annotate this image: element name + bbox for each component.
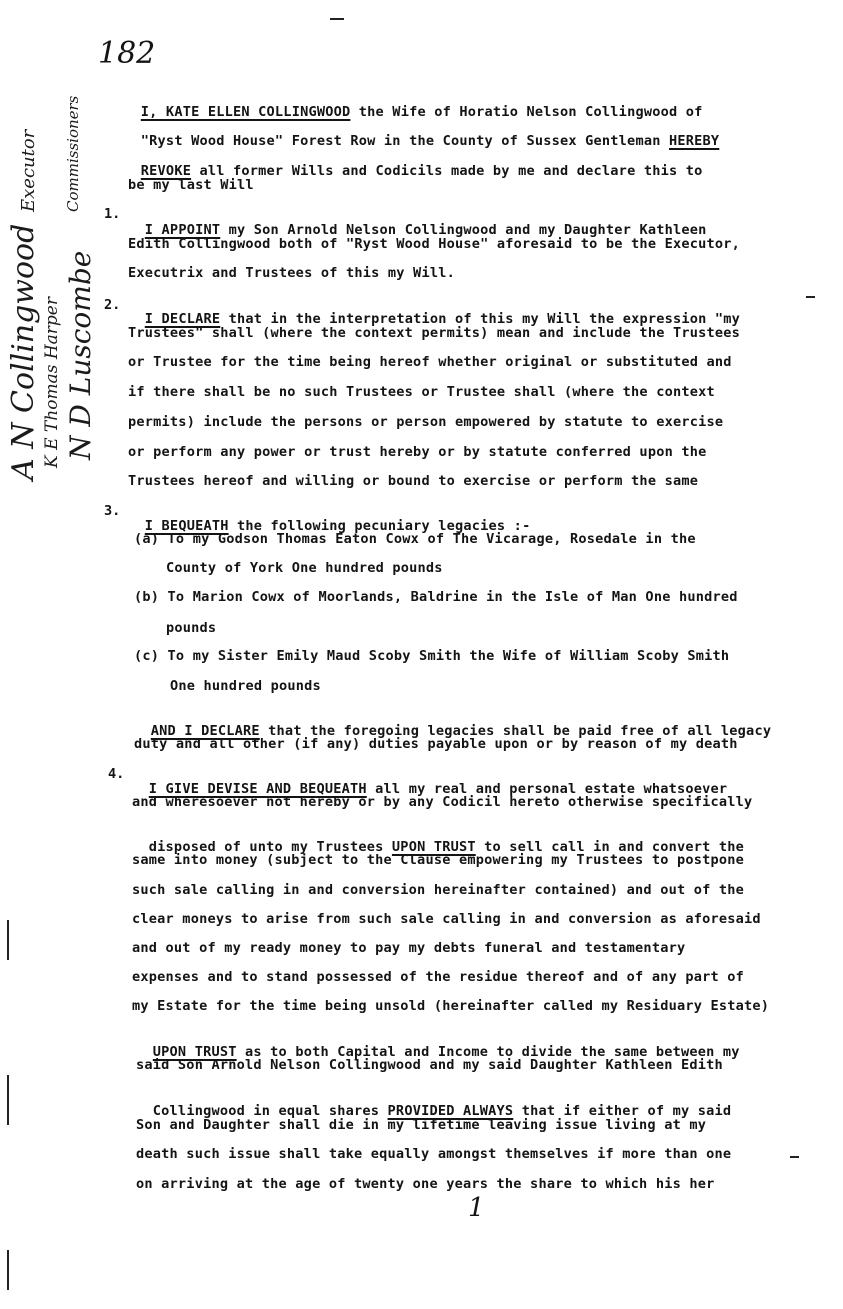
binding-mark (7, 1075, 9, 1125)
keyword-upon-trust: UPON TRUST (152, 1044, 237, 1060)
clause-number: 4. (108, 766, 125, 782)
clause-line: duty and all other (if any) duties payable upon or by reason of my death (134, 736, 738, 752)
clause-line (136, 1028, 740, 1060)
text-run: the Wife of Horatio Nelson Collingwood of (350, 104, 703, 120)
clause-line: Trustees hereof and willing or bound to exercise or perform the same (128, 473, 699, 489)
binding-mark (7, 920, 9, 960)
text-run: all my real and personal estate whatsoever (366, 781, 728, 797)
text-run: my Son Arnold Nelson Collingwood and my Daughter Kathleen (220, 222, 707, 238)
clause-line: such sale calling in and conversion hereinafter contained) and out of the (132, 882, 745, 898)
margin-signature-collingwood: A N Collingwood (6, 223, 41, 480)
clause-number: 3. (104, 503, 121, 519)
preamble-line: be my last Will (128, 177, 254, 193)
margin-note-commissioners: Commissioners (64, 95, 82, 212)
clause-line: expenses and to stand possessed of the residue thereof and of any part of (132, 969, 745, 985)
testator-name: I, KATE ELLEN COLLINGWOOD (140, 104, 351, 120)
clause-line: clear moneys to arise from such sale calling in and conversion as aforesaid (132, 911, 761, 927)
clause-line: said Son Arnold Nelson Collingwood and my said Daughter Kathleen Edith (136, 1057, 723, 1073)
clause-line: Trustees" shall (where the context permits) mean and include the Trustees (128, 325, 741, 341)
clause-line (128, 502, 530, 534)
keyword-declare: I DECLARE (144, 311, 221, 327)
clause-line: my Estate for the time being unsold (hereinafter called my Residuary Estate) (132, 998, 770, 1014)
clause-line: Executrix and Trustees of this my Will. (128, 265, 455, 281)
clause-line: Son and Daughter shall die in my lifetime leaving issue living at my (136, 1117, 707, 1133)
clause-line: permits) include the persons or person empowered by statute to exercise (128, 414, 724, 430)
legacy-line: County of York One hundred pounds (166, 560, 443, 576)
text-run: that if either of my said (513, 1103, 732, 1119)
clause-line (128, 206, 707, 238)
text-run: all former Wills and Codicils made by me and declare this to (191, 163, 703, 179)
keyword-appoint: I APPOINT (144, 222, 221, 238)
text-run: disposed of unto my Trustees (148, 839, 392, 855)
clause-line: same into money (subject to the Clause empowering my Trustees to postpone (132, 852, 745, 868)
text-run: as to both Capital and Income to divide the same between my (236, 1044, 740, 1060)
preamble-line (124, 147, 703, 179)
keyword-hereby: HEREBY (668, 133, 720, 149)
text-run: Collingwood in equal shares (152, 1103, 388, 1119)
legacy-line: (c) To my Sister Emily Maud Scoby Smith the Wife of William Scoby Smith (134, 648, 730, 664)
preamble-line (124, 88, 703, 120)
legacy-line: (a) To my Godson Thomas Eaton Cowx of The Vicarage, Rosedale in the (134, 531, 696, 547)
clause-line: and wheresoever not hereby or by any Codicil hereto otherwise specifically (132, 794, 753, 810)
keyword-give-devise-bequeath: I GIVE DEVISE AND BEQUEATH (148, 781, 367, 797)
clause-number: 2. (104, 297, 121, 313)
clause-line: or perform any power or trust hereby or by statute conferred upon the (128, 444, 707, 460)
clause-number: 1. (104, 206, 121, 222)
keyword-upon-trust: UPON TRUST (391, 839, 476, 855)
clause-line: Edith Collingwood both of "Ryst Wood House" aforesaid to be the Executor, (128, 236, 741, 252)
preamble-line (124, 117, 719, 149)
clause-line: or Trustee for the time being hereof whether original or substituted and (128, 354, 732, 370)
clause-line: death such issue shall take equally amongst themselves if more than one (136, 1146, 732, 1162)
right-margin-mark (806, 296, 815, 298)
clause-line (136, 1087, 731, 1119)
clause-line: if there shall be no such Trustees or Trustee shall (where the context (128, 384, 715, 400)
keyword-provided-always: PROVIDED ALWAYS (387, 1103, 514, 1119)
text-run: that in the interpretation of this my Will the expression "my (220, 311, 741, 327)
clause-line (128, 295, 740, 327)
legacy-line: One hundred pounds (170, 678, 321, 694)
text-run: to sell call in and convert the (475, 839, 745, 855)
text-run: "Ryst Wood House" Forest Row in the County of Sussex Gentleman (140, 133, 669, 149)
text-run: that the foregoing legacies shall be paid free of all legacy (259, 723, 772, 739)
handwritten-page-number: 182 (98, 36, 156, 71)
clause-line: on arriving at the age of twenty one years the share to which his her (136, 1176, 715, 1192)
margin-note-executor: Executor (18, 129, 39, 212)
keyword-and-i-declare: AND I DECLARE (150, 723, 260, 739)
top-dash-mark (330, 18, 344, 20)
clause-line (134, 707, 771, 739)
clause-line: and out of my ready money to pay my debts funeral and testamentary (132, 940, 686, 956)
keyword-bequeath: I BEQUEATH (144, 518, 229, 534)
binding-mark (7, 1250, 9, 1290)
margin-signature-luscombe: N D Luscombe (64, 250, 97, 460)
legacy-line: pounds (166, 620, 217, 636)
margin-signature-harper: K E Thomas Harper (42, 297, 62, 468)
keyword-revoke: REVOKE (140, 163, 192, 179)
text-run: the following pecuniary legacies :- (228, 518, 531, 534)
handwritten-page-number-bottom: 1 (468, 1193, 485, 1223)
clause-line (132, 765, 727, 797)
legacy-line: (b) To Marion Cowx of Moorlands, Baldrine in the Isle of Man One hundred (134, 589, 738, 605)
clause-line (132, 823, 744, 855)
right-margin-mark (790, 1156, 799, 1158)
